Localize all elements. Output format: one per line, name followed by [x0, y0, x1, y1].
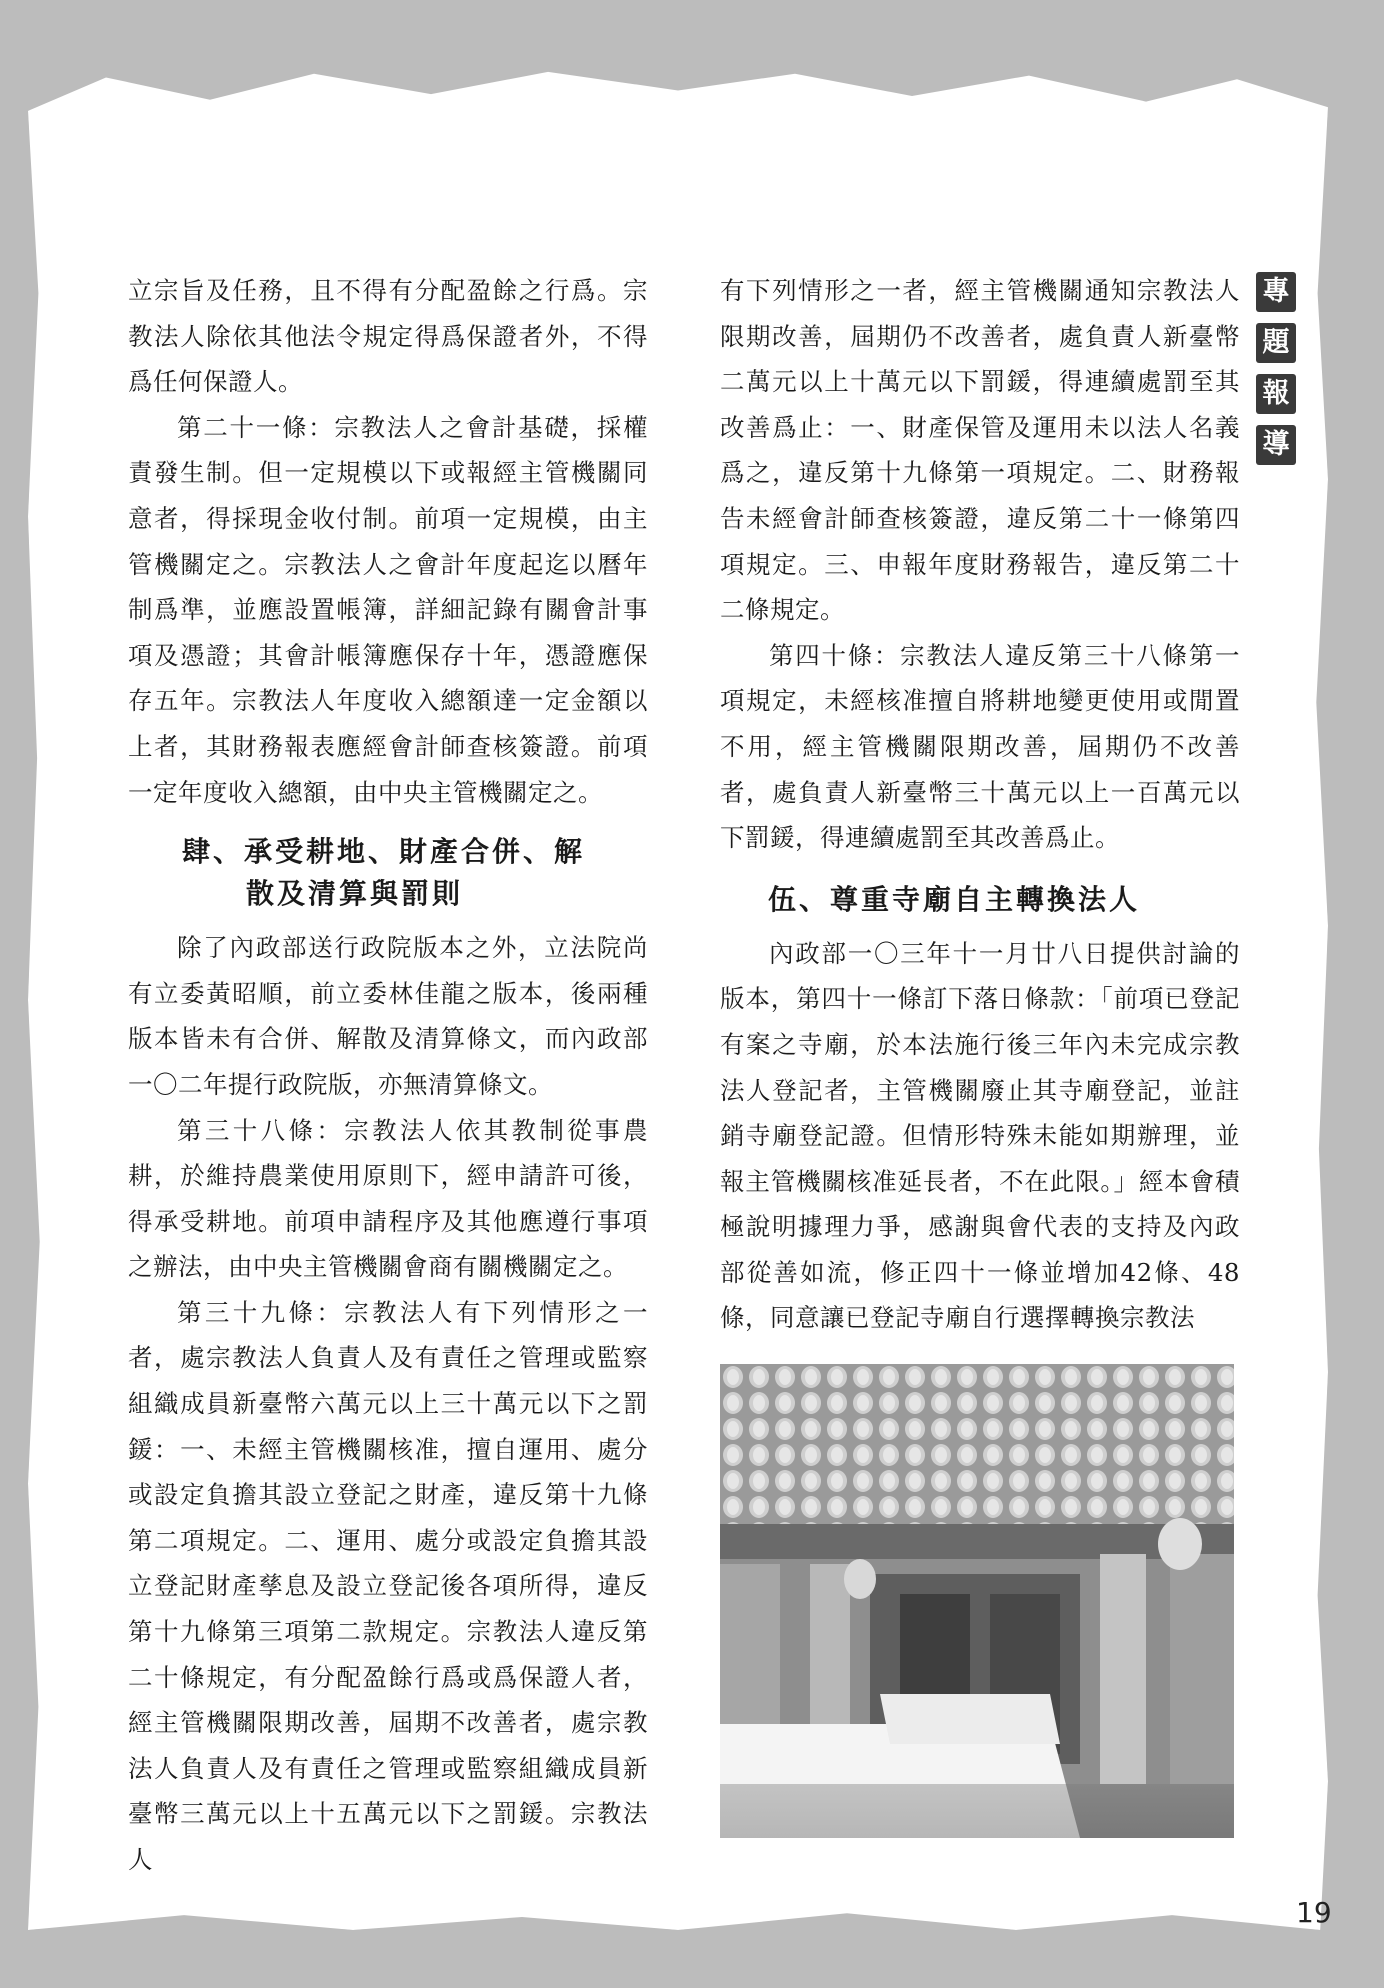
- section-tag-char: 導: [1256, 425, 1296, 465]
- section-tag-char: 報: [1256, 374, 1296, 414]
- paragraph-article-39: 第三十九條：宗教法人有下列情形之一者，處宗教法人負責人及有責任之管理或監察組織成員新臺幣六萬元以上三十萬元以下之罰鍰：一、未經主管機關核准，擅自運用、處分或設定負擔其設立登記之財產，違反第十九條第二項規定。二、運用、處分或設定負擔其設立登記財產孳息及設立登記後各項所得，違反第十九條第三項第二款規定。宗教法人違反第二十條規定，有分配盈餘行爲或爲保證人者，經主管機關限期改善，屆期不改善者，處宗教法人負責人及有責任之管理或監察組織成員新臺幣三萬元以上十五萬元以下之罰鍰。宗教法人: [128, 1297, 648, 1874]
- paragraph: 立宗旨及任務，且不得有分配盈餘之行爲。宗教法人除依其他法令規定得爲保證者外，不得爲任何保證人。: [128, 276, 648, 397]
- paragraph: 內政部一〇三年十一月廿八日提供討論的版本，第四十一條訂下落日條款：「前項已登記有案之寺廟，於本法施行後三年內未完成宗教法人登記者，主管機關廢止其寺廟登記，並註銷寺廟登記證。但情形特殊未能如期辦理，並報主管機關核准延長者，不在此限。」經本會積極說明據理力爭，感謝與會代表的支持及內政部從善如流，修正四十一條並增加42條、48條，同意讓已登記寺廟自行選擇轉換宗教法: [720, 938, 1240, 1333]
- paragraph: 有下列情形之一者，經主管機關通知宗教法人限期改善，屆期仍不改善者，處負責人新臺幣二萬元以上十萬元以下罰鍰，得連續處罰至其改善爲止：一、財產保管及運用未以法人名義爲之，違反第十九條第一項規定。二、財務報告未經會計師查核簽證，違反第二十一條第四項規定。三、申報年度財務報告，違反第二十二條規定。: [720, 276, 1240, 625]
- section-heading-5: 伍、尊重寺廟自主轉換法人: [768, 882, 1141, 916]
- paragraph-article-40: 第四十條：宗教法人違反第三十八條第一項規定，未經核准擅自將耕地變更使用或閒置不用，經主管機關限期改善，屆期仍不改善者，處負責人新臺幣三十萬元以上一百萬元以下罰鍰，得連續處罰至其改善爲止。: [720, 640, 1240, 853]
- temple-interior-photo: [720, 1364, 1234, 1838]
- section-tag-char: 題: [1256, 323, 1296, 363]
- paragraph-article-38: 第三十八條：宗教法人依其教制從事農耕，於維持農業使用原則下，經申請許可後，得承受耕地。前項申請程序及其他應遵行事項之辦法，由中央主管機關會商有關機關定之。: [128, 1115, 648, 1282]
- left-column: [128, 268, 648, 1883]
- paragraph: 除了內政部送行政院版本之外，立法院尚有立委黃昭順，前立委林佳龍之版本，後兩種版本皆未有合併、解散及清算條文，而內政部一〇二年提行政院版，亦無清算條文。: [128, 933, 648, 1099]
- right-column: [720, 268, 1240, 1341]
- section-heading-4: [128, 831, 648, 915]
- section-tag-char: 專: [1256, 272, 1296, 312]
- section-tag: [1256, 272, 1300, 476]
- section-heading-line: 肆、承受耕地、財產合併、解: [182, 835, 586, 869]
- section-heading-line: 散及清算與罰則: [246, 877, 464, 911]
- page-number: 19: [1296, 1896, 1332, 1929]
- paragraph-article-21: 第二十一條：宗教法人之會計基礎，採權責發生制。但一定規模以下或報經主管機關同意者，得採現金收付制。前項一定規模，由主管機關定之。宗教法人之會計年度起迄以曆年制爲準，並應設置帳簿，詳細記錄有關會計事項及憑證；其會計帳簿應保存十年，憑證應保存五年。宗教法人年度收入總額達一定金額以上者，其財務報表應經會計師查核簽證。前項一定年度收入總額，由中央主管機關定之。: [128, 412, 648, 807]
